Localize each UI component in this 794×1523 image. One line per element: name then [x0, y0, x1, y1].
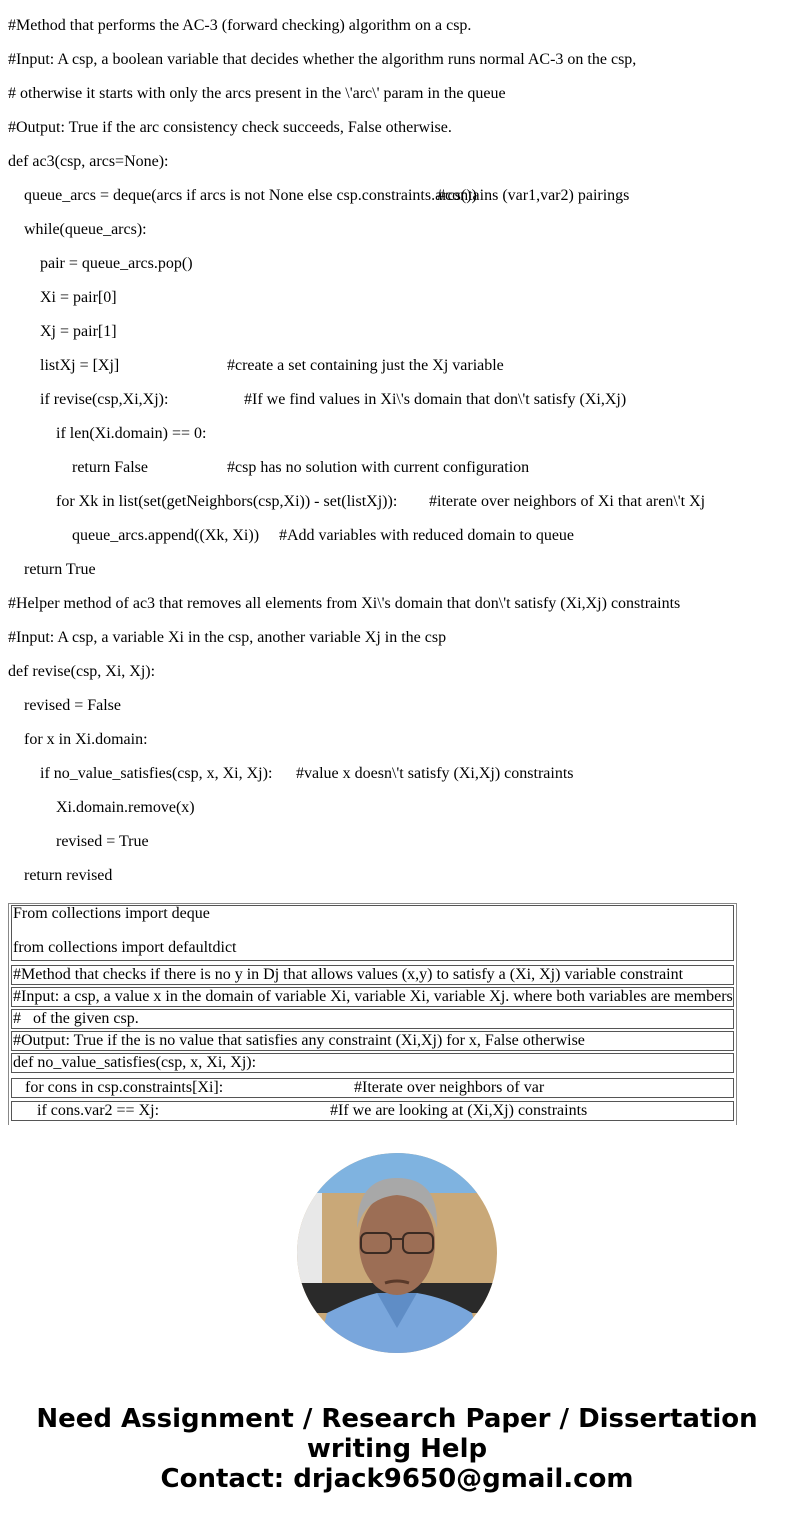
code-line: #Helper method of ac3 that removes all elements from Xi\'s domain that don\'t satisfy (Xi,Xj) constraints [8, 595, 681, 612]
code-comment: #create a set containing just the Xj variable [227, 357, 504, 374]
table-code-comment: #If we are looking at (Xi,Xj) constraints [330, 1102, 588, 1119]
code-comment: #iterate over neighbors of Xi that aren\'t Xj [429, 493, 706, 510]
code-comment: #value x doesn\'t satisfy (Xi,Xj) constraints [296, 765, 574, 782]
code-line: for x in Xi.domain: [24, 731, 148, 748]
code-line: pair = queue_arcs.pop() [40, 255, 193, 272]
code-line: def ac3(csp, arcs=None): [8, 153, 169, 170]
table-code-line: if cons.var2 == Xj: [13, 1102, 160, 1119]
promo-contact: Contact: drjack9650@gmail.com [160, 1464, 634, 1494]
code-line: return True [24, 561, 96, 578]
table-code-line: #Input: a csp, a value x in the domain of variable Xi, variable Xi, variable Xj. where both variables are members [13, 988, 733, 1005]
code-line: while(queue_arcs): [24, 221, 147, 238]
table-code-line: def no_value_satisfies(csp, x, Xi, Xj): [13, 1054, 257, 1071]
code-line: #Method that performs the AC-3 (forward checking) algorithm on a csp. [8, 17, 472, 34]
table-code-comment: #Iterate over neighbors of var [354, 1079, 545, 1096]
code-line: # otherwise it starts with only the arcs present in the \'arc\' param in the queue [8, 85, 506, 102]
code-line: return revised [24, 867, 113, 884]
code-line: Xi = pair[0] [40, 289, 117, 306]
table-code-line: #Output: True if the is no value that satisfies any constraint (Xi,Xj) for x, False otherwise [13, 1032, 585, 1049]
import-line: From collections import deque [13, 905, 210, 922]
code-comment: #Add variables with reduced domain to queue [279, 527, 575, 544]
table-code-line: #Method that checks if there is no y in Dj that allows values (x,y) to satisfy a (Xi, Xj) variable constraint [13, 966, 684, 983]
table-code-line: # of the given csp. [13, 1010, 139, 1027]
code-line: #Input: A csp, a variable Xi in the csp, another variable Xj in the csp [8, 629, 447, 646]
code-line: #Output: True if the arc consistency check succeeds, False otherwise. [8, 119, 452, 136]
code-line: queue_arcs = deque(arcs if arcs is not None else csp.constraints.arcs()) [24, 187, 477, 204]
code-line: if revise(csp,Xi,Xj): [40, 391, 169, 408]
code-comment: #If we find values in Xi\'s domain that don\'t satisfy (Xi,Xj) [244, 391, 627, 408]
code-line: for Xk in list(set(getNeighbors(csp,Xi)) - set(listXj)): [56, 493, 398, 510]
code-line: Xi.domain.remove(x) [56, 799, 195, 816]
code-line: Xj = pair[1] [40, 323, 117, 340]
code-line: queue_arcs.append((Xk, Xi)) [72, 527, 260, 544]
code-line: if len(Xi.domain) == 0: [56, 425, 207, 442]
promo-line-1: Need Assignment / Research Paper / Dissertation [36, 1404, 758, 1434]
code-comment: #csp has no solution with current configuration [227, 459, 530, 476]
code-line: #Input: A csp, a boolean variable that decides whether the algorithm runs normal AC-3 on the csp, [8, 51, 637, 68]
table-code-line: for cons in csp.constraints[Xi]: [13, 1079, 224, 1096]
code-line: if no_value_satisfies(csp, x, Xi, Xj): [40, 765, 273, 782]
code-comment: #contains (var1,var2) pairings [437, 187, 630, 204]
import-line: from collections import defaultdict [13, 939, 237, 956]
code-line: revised = False [24, 697, 121, 714]
code-line: def revise(csp, Xi, Xj): [8, 663, 156, 680]
promo-line-2: writing Help [306, 1434, 488, 1464]
code-line: listXj = [Xj] [40, 357, 120, 374]
code-line: revised = True [56, 833, 149, 850]
code-line: return False [72, 459, 148, 476]
author-photo [297, 1153, 497, 1353]
